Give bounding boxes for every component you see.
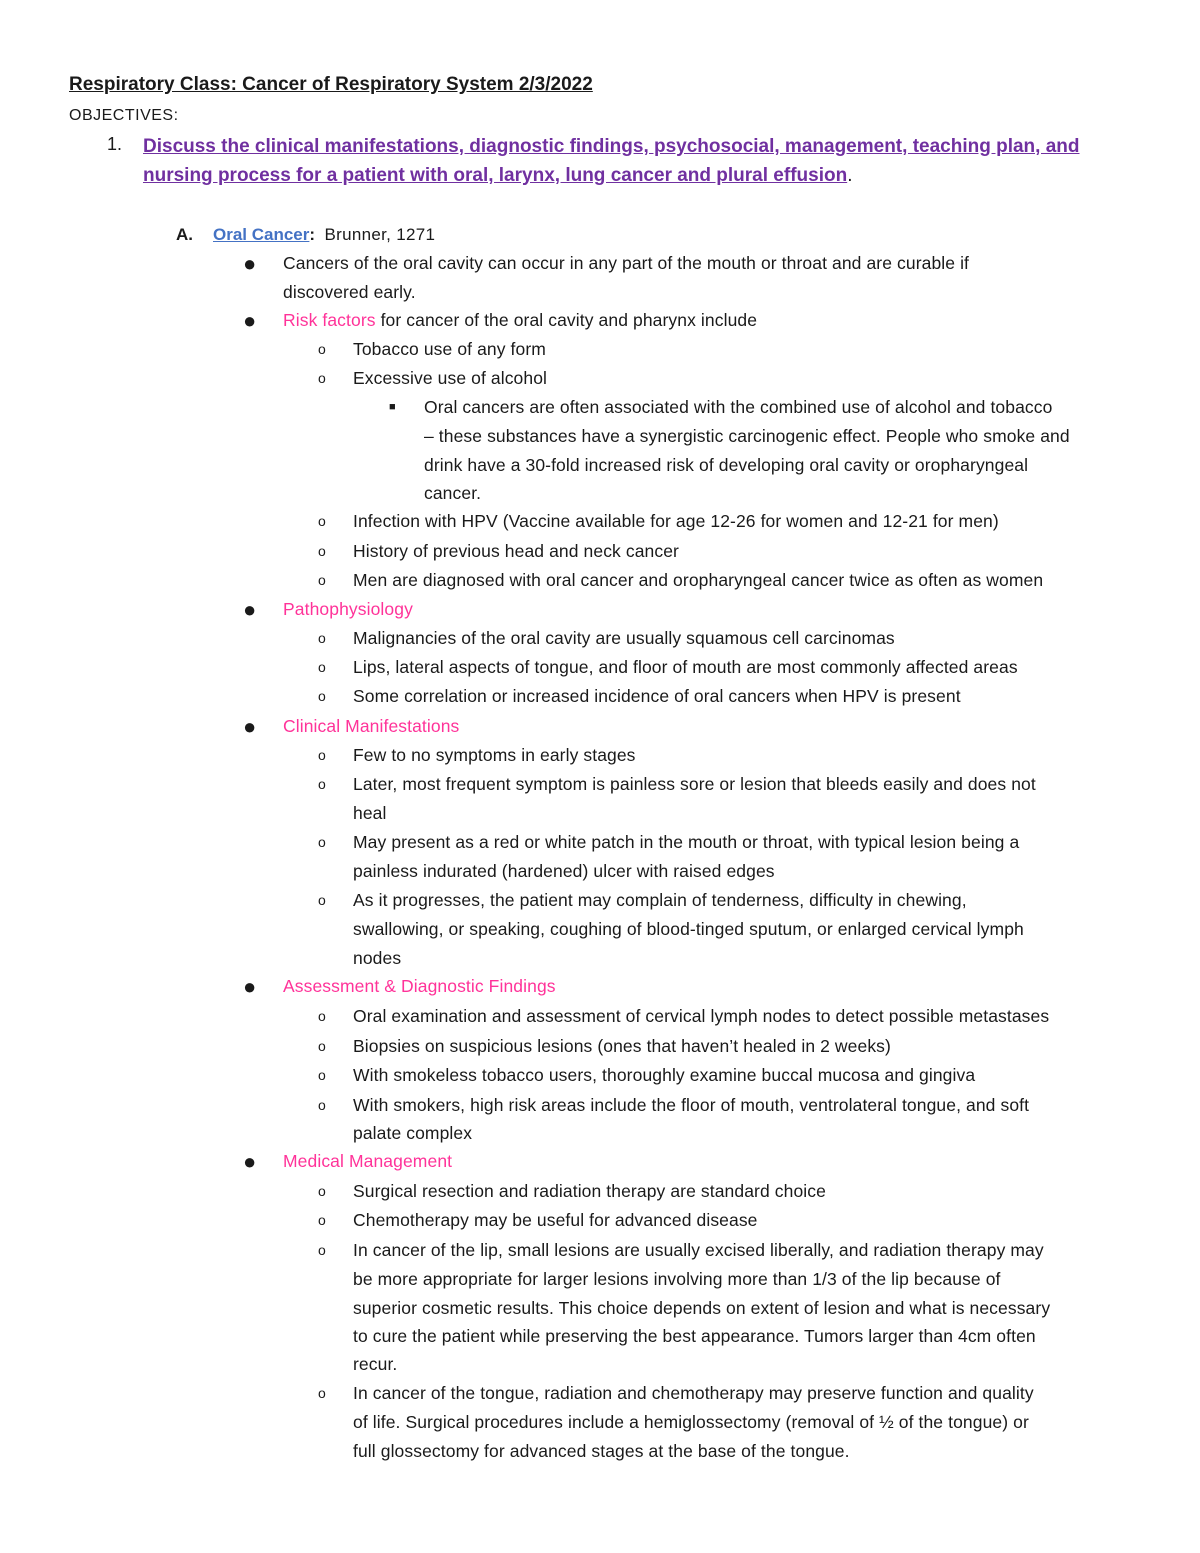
circle-marker: o bbox=[318, 1097, 326, 1113]
list-item-text: Some correlation or increased incidence of oral cancers when HPV is present bbox=[353, 686, 961, 706]
risk-factors-heading: Risk factors bbox=[283, 310, 376, 330]
circle-marker: o bbox=[318, 776, 326, 792]
pathophysiology-heading: Pathophysiology bbox=[283, 599, 413, 619]
bullet-marker: ● bbox=[243, 1149, 257, 1174]
circle-marker: o bbox=[318, 513, 326, 529]
medical-management-heading: Medical Management bbox=[283, 1151, 453, 1171]
list-item-text: nodes bbox=[353, 948, 402, 968]
circle-marker: o bbox=[318, 1242, 326, 1258]
list-item-text: In cancer of the lip, small lesions are usually excised liberally, and radiation therapy may bbox=[353, 1240, 1044, 1260]
list-item-text: full glossectomy for advanced stages at the base of the tongue. bbox=[353, 1441, 850, 1461]
list-item-text: With smokeless tobacco users, thoroughly examine buccal mucosa and gingiva bbox=[353, 1065, 976, 1085]
list-item-text: Oral examination and assessment of cervical lymph nodes to detect possible metastases bbox=[353, 1006, 1050, 1026]
list-item-text: Malignancies of the oral cavity are usually squamous cell carcinomas bbox=[353, 628, 895, 648]
list-item-text: of life. Surgical procedures include a hemiglossectomy (removal of ½ of the tongue) or bbox=[353, 1412, 1029, 1432]
list-item-text: swallowing, or speaking, coughing of blood-tinged sputum, or enlarged cervical lymph bbox=[353, 919, 1024, 939]
list-item-text: Excessive use of alcohol bbox=[353, 368, 548, 388]
circle-marker: o bbox=[318, 747, 326, 763]
list-item-text: Surgical resection and radiation therapy are standard choice bbox=[353, 1181, 826, 1201]
circle-marker: o bbox=[318, 659, 326, 675]
circle-marker: o bbox=[318, 1008, 326, 1024]
list-item-text: Tobacco use of any form bbox=[353, 339, 546, 359]
list-item-text: Cancers of the oral cavity can occur in any part of the mouth or throat and are curable if bbox=[283, 253, 970, 273]
objective-text bbox=[143, 132, 1123, 190]
list-item-text: recur. bbox=[353, 1354, 398, 1374]
circle-marker: o bbox=[318, 1212, 326, 1228]
list-item-text: heal bbox=[353, 803, 387, 823]
bullet-marker: ● bbox=[243, 714, 257, 739]
circle-marker: o bbox=[318, 892, 326, 908]
list-item-text: Infection with HPV (Vaccine available for age 12-26 for women and 12-21 for men) bbox=[353, 511, 999, 531]
circle-marker: o bbox=[318, 630, 326, 646]
section-reference: Brunner, 1271 bbox=[324, 225, 436, 244]
list-item-text: cancer. bbox=[424, 483, 482, 503]
objectives-heading: OBJECTIVES: bbox=[69, 107, 179, 124]
list-item-text: History of previous head and neck cancer bbox=[353, 541, 679, 561]
bullet-marker: ● bbox=[243, 251, 257, 276]
assessment-heading: Assessment & Diagnostic Findings bbox=[283, 976, 556, 996]
circle-marker: o bbox=[318, 688, 326, 704]
list-item-text: Lips, lateral aspects of tongue, and floor of mouth are most commonly affected areas bbox=[353, 657, 1018, 677]
circle-marker: o bbox=[318, 1385, 326, 1401]
list-item-text: May present as a red or white patch in the mouth or throat, with typical lesion being a bbox=[353, 832, 1020, 852]
list-item-text: Few to no symptoms in early stages bbox=[353, 745, 636, 765]
list-item-text: discovered early. bbox=[283, 282, 416, 302]
list-item-text: to cure the patient while preserving the best appearance. Tumors larger than 4cm often bbox=[353, 1326, 1036, 1346]
list-item-text: palate complex bbox=[353, 1123, 473, 1143]
list-item-text: In cancer of the tongue, radiation and chemotherapy may preserve function and quality bbox=[353, 1383, 1034, 1403]
list-item-text: painless indurated (hardened) ulcer with raised edges bbox=[353, 861, 775, 881]
list-item-text: drink have a 30-fold increased risk of developing oral cavity or oropharyngeal bbox=[424, 455, 1029, 475]
circle-marker: o bbox=[318, 1067, 326, 1083]
list-item-text: – these substances have a synergistic carcinogenic effect. People who smoke and bbox=[424, 426, 1070, 446]
bullet-marker: ● bbox=[243, 597, 257, 622]
list-item-risk-factors bbox=[283, 306, 757, 335]
list-item-text: Later, most frequent symptom is painless sore or lesion that bleeds easily and does not bbox=[353, 774, 1036, 794]
objective-period: . bbox=[847, 165, 853, 186]
list-item-text: be more appropriate for larger lesions involving more than 1/3 of the lip because of bbox=[353, 1269, 1001, 1289]
circle-marker: o bbox=[318, 1038, 326, 1054]
bullet-marker: ● bbox=[243, 308, 257, 333]
section-colon: : bbox=[309, 225, 316, 244]
section-label: Oral Cancer bbox=[213, 225, 310, 244]
circle-marker: o bbox=[318, 1183, 326, 1199]
circle-marker: o bbox=[318, 341, 326, 357]
circle-marker: o bbox=[318, 572, 326, 588]
objective-text-content: Discuss the clinical manifestations, diagnostic findings, psychosocial, management, teaching plan, and nursing process for a patient with oral, larynx, lung cancer and plural effusion bbox=[143, 136, 1080, 186]
list-item-text: Men are diagnosed with oral cancer and oropharyngeal cancer twice as often as women bbox=[353, 570, 1044, 590]
circle-marker: o bbox=[318, 370, 326, 386]
objective-number: 1. bbox=[107, 134, 123, 154]
clinical-manifestations-heading: Clinical Manifestations bbox=[283, 716, 460, 736]
bullet-marker: ● bbox=[243, 974, 257, 999]
section-heading bbox=[176, 225, 435, 245]
list-item-text: superior cosmetic results. This choice depends on extent of lesion and what is necessary bbox=[353, 1298, 1051, 1318]
document-title: Respiratory Class: Cancer of Respiratory System 2/3/2022 bbox=[69, 74, 593, 95]
square-marker: ■ bbox=[389, 401, 396, 413]
circle-marker: o bbox=[318, 834, 326, 850]
list-item-text: As it progresses, the patient may complain of tenderness, difficulty in chewing, bbox=[353, 890, 967, 910]
circle-marker: o bbox=[318, 543, 326, 559]
list-item-text: Chemotherapy may be useful for advanced disease bbox=[353, 1210, 758, 1230]
section-letter: A. bbox=[176, 225, 193, 244]
list-item-text: Biopsies on suspicious lesions (ones that haven’t healed in 2 weeks) bbox=[353, 1036, 891, 1056]
list-item-text: Oral cancers are often associated with the combined use of alcohol and tobacco bbox=[424, 397, 1053, 417]
risk-factors-text: for cancer of the oral cavity and pharynx include bbox=[375, 310, 758, 330]
list-item-text: With smokers, high risk areas include the floor of mouth, ventrolateral tongue, and soft bbox=[353, 1095, 1030, 1115]
